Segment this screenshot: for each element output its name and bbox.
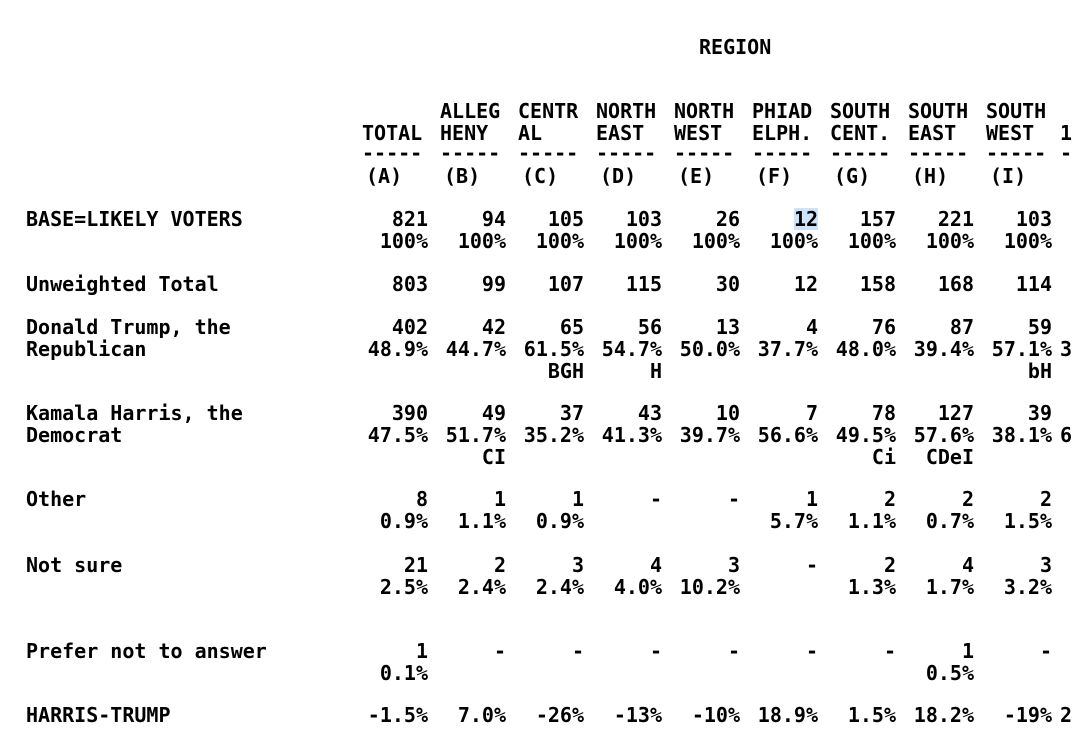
column-letter: (I)	[990, 164, 1027, 188]
row-label: Unweighted Total	[26, 272, 219, 296]
cell-count: 18.9%	[757, 703, 818, 727]
cell-percent: 0.9%	[379, 509, 428, 533]
cell-percent: 2.5%	[379, 575, 428, 599]
cell-count: -13%	[613, 703, 662, 727]
cell-count: -	[805, 639, 818, 663]
cell-count: -	[571, 639, 584, 663]
cell-percent: 1.1%	[457, 509, 506, 533]
column-header-line2: AL	[518, 121, 543, 145]
column-header-line2: HENY	[440, 121, 489, 145]
cell-percent: 50.0%	[679, 337, 740, 361]
cell-count: 103	[625, 207, 662, 231]
cell-count: -	[493, 639, 506, 663]
cell-count: -10%	[691, 703, 740, 727]
cell-count: 12	[794, 207, 819, 231]
cell-count: 402	[391, 315, 428, 339]
cell-count: 21	[403, 553, 428, 577]
cell-percent: 51.7%	[445, 423, 506, 447]
cell-percent: 57.6%	[913, 423, 974, 447]
cell-count: 56	[637, 315, 662, 339]
column-header-line1: NORTH	[596, 99, 657, 123]
cell-count: 107	[547, 272, 584, 296]
cell-percent: 0.9%	[535, 509, 584, 533]
column-dash: -----	[752, 141, 813, 165]
cell-significance: bH	[1027, 359, 1052, 383]
cell-count: 157	[859, 207, 896, 231]
cell-percent: 44.7%	[445, 337, 506, 361]
partial-cell: 2	[1060, 703, 1072, 727]
cell-count: -19%	[1003, 703, 1052, 727]
column-header-line1: ALLEG	[440, 99, 501, 123]
cell-count: 42	[481, 315, 506, 339]
cell-percent: 56.6%	[757, 423, 818, 447]
row-label: Prefer not to answer	[26, 639, 267, 663]
cell-count: 168	[937, 272, 974, 296]
cell-percent: 4.0%	[613, 575, 662, 599]
cell-percent: 2.4%	[535, 575, 584, 599]
cell-count: 99	[481, 272, 506, 296]
cell-count: 94	[481, 207, 506, 231]
column-header-line1: PHIAD	[752, 99, 813, 123]
cell-percent: 54.7%	[601, 337, 662, 361]
column-letter: (H)	[912, 164, 949, 188]
row-label: HARRIS-TRUMP	[26, 703, 171, 727]
cell-count: 2	[493, 553, 506, 577]
column-letter: (A)	[366, 164, 403, 188]
cell-count: -	[727, 487, 740, 511]
cell-count: -	[649, 487, 662, 511]
cell-percent: 5.7%	[769, 509, 818, 533]
cell-percent: 38.1%	[991, 423, 1052, 447]
cell-percent: 1.3%	[847, 575, 896, 599]
cell-count: 4	[961, 553, 974, 577]
cell-significance: CDeI	[925, 445, 974, 469]
column-header-line2: TOTAL	[362, 121, 423, 145]
cell-percent: 1.5%	[1003, 509, 1052, 533]
column-dash: -----	[596, 141, 657, 165]
cell-count: -1.5%	[367, 703, 428, 727]
column-header-line1: SOUTH	[986, 99, 1047, 123]
row-label: Other	[26, 487, 87, 511]
cell-count: 3	[727, 553, 740, 577]
column-dash: -----	[986, 141, 1047, 165]
cell-significance: Ci	[871, 445, 896, 469]
column-header-line2: ELPH.	[752, 121, 813, 145]
cell-significance: BGH	[547, 359, 584, 383]
cell-percent: 100%	[535, 229, 584, 253]
column-header-line2: WEST	[986, 121, 1035, 145]
column-letter: (B)	[444, 164, 481, 188]
cell-count: 30	[715, 272, 740, 296]
cell-percent: 0.7%	[925, 509, 974, 533]
cell-percent: 48.0%	[835, 337, 896, 361]
row-label: Republican	[26, 337, 147, 361]
cell-percent: 39.4%	[913, 337, 974, 361]
cell-count: 114	[1015, 272, 1052, 296]
cell-percent: 48.9%	[367, 337, 428, 361]
column-header-line1: SOUTH	[830, 99, 891, 123]
cell-percent: 100%	[379, 229, 428, 253]
cell-count: 43	[637, 401, 662, 425]
cell-count: 390	[391, 401, 428, 425]
column-dash: -----	[518, 141, 579, 165]
cell-count: 221	[937, 207, 974, 231]
cell-count: 127	[937, 401, 974, 425]
column-dash: -----	[674, 141, 735, 165]
cell-count: 103	[1015, 207, 1052, 231]
row-label: BASE=LIKELY VOTERS	[26, 207, 243, 231]
cell-count: 3	[571, 553, 584, 577]
row-label: Kamala Harris, the	[26, 401, 243, 425]
cell-percent: 100%	[925, 229, 974, 253]
cell-percent: 1.7%	[925, 575, 974, 599]
column-letter: (D)	[600, 164, 637, 188]
column-header-line1: CENTR	[518, 99, 579, 123]
cell-count: 8	[415, 487, 428, 511]
cell-percent: 100%	[691, 229, 740, 253]
column-header-line2: CENT.	[830, 121, 891, 145]
cell-count: 1	[805, 487, 818, 511]
cell-count: 1	[493, 487, 506, 511]
cell-percent: 100%	[613, 229, 662, 253]
column-header-line1: SOUTH	[908, 99, 969, 123]
cell-count: 2	[883, 553, 896, 577]
partial-cell: 3	[1060, 337, 1072, 361]
cell-percent: 1.1%	[847, 509, 896, 533]
cell-count: 105	[547, 207, 584, 231]
cell-count: -	[883, 639, 896, 663]
cell-significance: CI	[481, 445, 506, 469]
cell-count: 4	[649, 553, 662, 577]
cell-percent: 57.1%	[991, 337, 1052, 361]
column-letter: (G)	[834, 164, 871, 188]
column-dash: -----	[440, 141, 501, 165]
cell-count: 39	[1027, 401, 1052, 425]
cell-count: 49	[481, 401, 506, 425]
column-letter: (C)	[522, 164, 559, 188]
cell-count: 12	[793, 272, 818, 296]
cell-count: -26%	[535, 703, 584, 727]
cell-count: 78	[871, 401, 896, 425]
column-header-line1: NORTH	[674, 99, 735, 123]
cell-count: 37	[559, 401, 584, 425]
partial-cell: 6	[1060, 423, 1072, 447]
cell-percent: 39.7%	[679, 423, 740, 447]
cell-count: 803	[391, 272, 428, 296]
cell-count: 76	[871, 315, 896, 339]
cell-count: 7	[805, 401, 818, 425]
cell-count: 13	[715, 315, 740, 339]
column-header-line2: EAST	[596, 121, 645, 145]
cell-count: 158	[859, 272, 896, 296]
cell-percent: 0.1%	[379, 661, 428, 685]
column-dash: -----	[908, 141, 969, 165]
column-header-line2: WEST	[674, 121, 723, 145]
cell-count: 1.5%	[847, 703, 896, 727]
column-header-line2: EAST	[908, 121, 957, 145]
cell-count: 7.0%	[457, 703, 506, 727]
cell-percent: 47.5%	[367, 423, 428, 447]
cell-percent: 41.3%	[601, 423, 662, 447]
cell-count: -	[1039, 639, 1052, 663]
cell-count: 10	[715, 401, 740, 425]
cell-percent: 100%	[457, 229, 506, 253]
region-header: REGION	[699, 35, 772, 59]
column-letter: (E)	[678, 164, 715, 188]
column-dash: -----	[362, 141, 423, 165]
partial-column-dash: -	[1060, 141, 1072, 165]
column-dash: -----	[830, 141, 891, 165]
cell-percent: 61.5%	[523, 337, 584, 361]
cell-count: -	[727, 639, 740, 663]
cell-percent: 10.2%	[679, 575, 740, 599]
cell-count: 18.2%	[913, 703, 974, 727]
cell-count: 1	[961, 639, 974, 663]
cell-percent: 35.2%	[523, 423, 584, 447]
column-letter: (F)	[756, 164, 793, 188]
cell-percent: 37.7%	[757, 337, 818, 361]
cell-percent: 100%	[769, 229, 818, 253]
cell-count: 821	[391, 207, 428, 231]
cell-count: 4	[805, 315, 818, 339]
cell-count: 2	[1039, 487, 1052, 511]
row-label: Not sure	[26, 553, 123, 577]
cell-count: 26	[715, 207, 740, 231]
cell-count: 2	[961, 487, 974, 511]
cell-count: 65	[559, 315, 584, 339]
row-label: Democrat	[26, 423, 123, 447]
cell-count: -	[649, 639, 662, 663]
cell-count: 59	[1027, 315, 1052, 339]
cell-count: 115	[625, 272, 662, 296]
cell-percent: 100%	[1003, 229, 1052, 253]
cell-count: 87	[949, 315, 974, 339]
cell-percent: 49.5%	[835, 423, 896, 447]
row-label: Donald Trump, the	[26, 315, 231, 339]
cell-count: 1	[571, 487, 584, 511]
cell-percent: 0.5%	[925, 661, 974, 685]
partial-column-header: 1	[1060, 121, 1072, 145]
cell-percent: 2.4%	[457, 575, 506, 599]
cell-percent: 100%	[847, 229, 896, 253]
cell-count: 3	[1039, 553, 1052, 577]
cell-percent: 3.2%	[1003, 575, 1052, 599]
cell-count: 1	[415, 639, 428, 663]
cell-count: 2	[883, 487, 896, 511]
cell-count: -	[805, 553, 818, 577]
cell-significance: H	[649, 359, 662, 383]
